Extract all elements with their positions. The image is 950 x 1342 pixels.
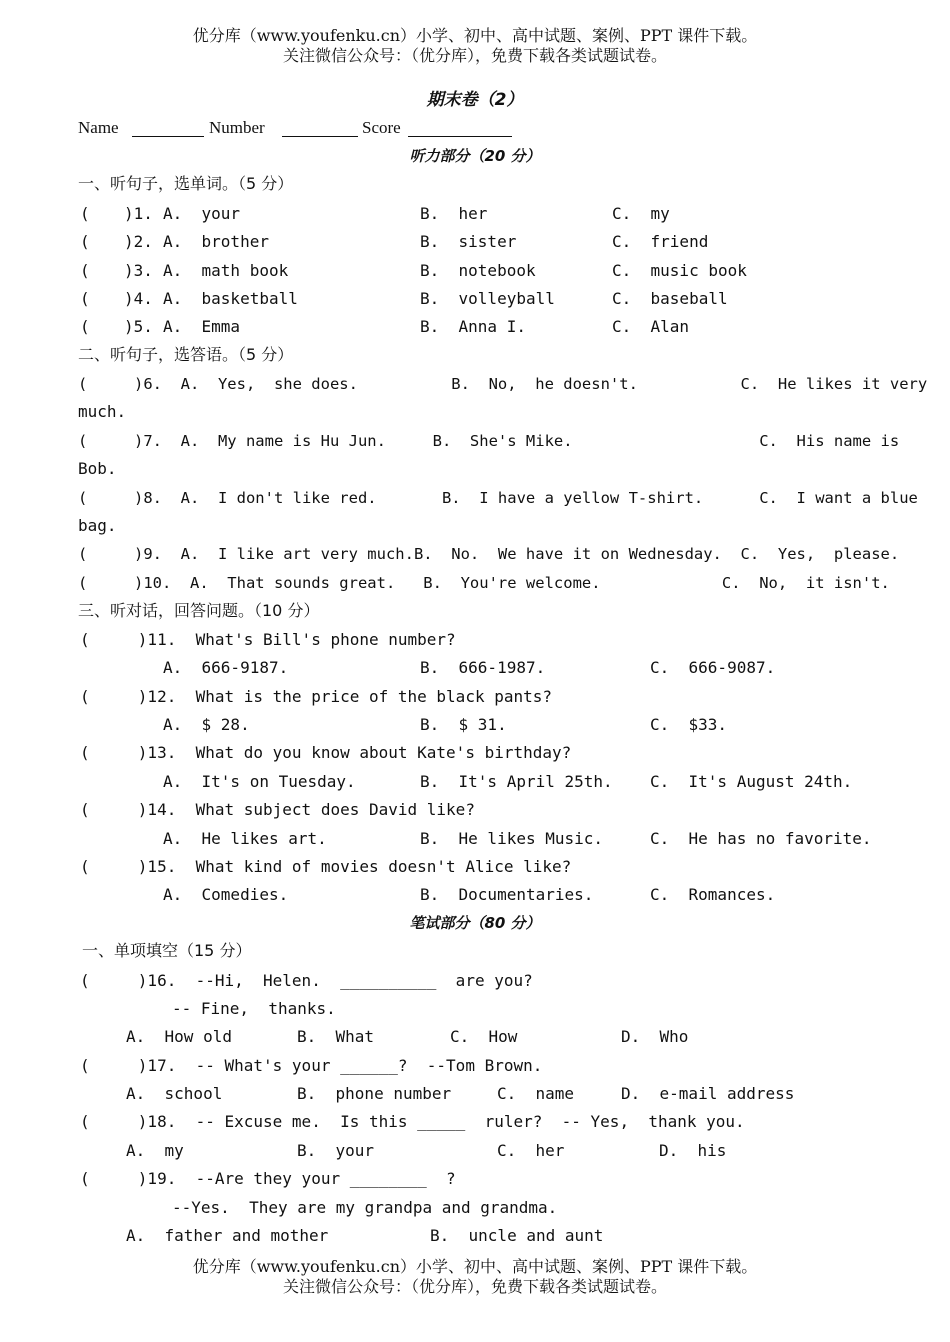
answer-paren[interactable]: ( bbox=[80, 232, 90, 251]
option-a: A. father and mother bbox=[126, 1226, 329, 1245]
option-c: C. $33. bbox=[650, 715, 728, 734]
question-19: ( )19. --Are they your ________ ? bbox=[80, 1169, 456, 1188]
question-16-reply: -- Fine, thanks. bbox=[172, 999, 336, 1018]
option-d: D. his bbox=[659, 1141, 727, 1160]
question-9: ( )9. A. I like art very much.B. No. We have it on Wednesday. C. Yes, please. bbox=[78, 545, 900, 563]
option-b: B. volleyball bbox=[420, 289, 555, 308]
option-a: A. brother bbox=[163, 232, 269, 251]
question-12: ( )12. What is the price of the black pants? bbox=[80, 687, 553, 706]
question-13: ( )13. What do you know about Kate's birthday? bbox=[80, 743, 572, 762]
answer-paren[interactable]: ( bbox=[80, 204, 90, 223]
footer-line-2: 关注微信公众号：（优分库），免费下载各类试题试卷。 bbox=[282, 1277, 667, 1296]
number-label: Number bbox=[209, 118, 265, 137]
question-6: ( )6. A. Yes, she does. B. No, he doesn't. C. He likes it very bbox=[78, 375, 928, 393]
option-c: C. my bbox=[612, 204, 670, 223]
written-part1-heading: 一、单项填空（15 分） bbox=[82, 941, 252, 960]
number-blank[interactable] bbox=[282, 136, 358, 137]
question-8-continued: bag. bbox=[78, 516, 117, 535]
option-b: B. Anna I. bbox=[420, 317, 526, 336]
answer-paren[interactable]: ( bbox=[80, 261, 90, 280]
question-7-continued: Bob. bbox=[78, 459, 117, 478]
option-c: C. Romances. bbox=[650, 885, 776, 904]
written-section-title: 笔试部分（80 分） bbox=[409, 914, 541, 932]
option-c: C. name bbox=[497, 1084, 575, 1103]
option-a: A. It's on Tuesday. bbox=[163, 772, 356, 791]
option-b: B. your bbox=[297, 1141, 375, 1160]
option-a: A. my bbox=[126, 1141, 184, 1160]
question-number: )5. bbox=[124, 317, 153, 336]
listening-part2-heading: 二、听句子，选答语。（5 分） bbox=[78, 345, 294, 364]
question-8: ( )8. A. I don't like red. B. I have a yellow T-shirt. C. I want a blue bbox=[78, 489, 918, 507]
page-title: 期末卷（2） bbox=[426, 90, 524, 110]
question-11: ( )11. What's Bill's phone number? bbox=[80, 630, 456, 649]
option-c: C. friend bbox=[612, 232, 709, 251]
option-c: C. baseball bbox=[612, 289, 728, 308]
option-b: B. uncle and aunt bbox=[430, 1226, 604, 1245]
question-6-continued: much. bbox=[78, 402, 127, 421]
option-b: B. notebook bbox=[420, 261, 536, 280]
option-b: B. Documentaries. bbox=[420, 885, 594, 904]
header-line-2: 关注微信公众号：（优分库），免费下载各类试题试卷。 bbox=[282, 46, 667, 65]
option-c: C. music book bbox=[612, 261, 747, 280]
answer-paren[interactable]: ( bbox=[80, 317, 90, 336]
answer-paren[interactable]: ( bbox=[80, 289, 90, 308]
option-c: C. He has no favorite. bbox=[650, 829, 872, 848]
score-blank[interactable] bbox=[408, 136, 512, 137]
listening-part1-heading: 一、听句子，选单词。（5 分） bbox=[78, 174, 294, 193]
question-18: ( )18. -- Excuse me. Is this _____ ruler? -- Yes, thank you. bbox=[80, 1112, 745, 1131]
option-a: A. 666-9187. bbox=[163, 658, 289, 677]
option-c: C. How bbox=[450, 1027, 518, 1046]
question-14: ( )14. What subject does David like? bbox=[80, 800, 475, 819]
option-a: A. $ 28. bbox=[163, 715, 250, 734]
name-blank[interactable] bbox=[132, 136, 204, 137]
option-b: B. What bbox=[297, 1027, 375, 1046]
option-b: B. He likes Music. bbox=[420, 829, 604, 848]
option-b: B. phone number bbox=[297, 1084, 452, 1103]
option-b: B. It's April 25th. bbox=[420, 772, 613, 791]
question-number: )2. bbox=[124, 232, 153, 251]
question-15: ( )15. What kind of movies doesn't Alice like? bbox=[80, 857, 572, 876]
option-d: D. e-mail address bbox=[621, 1084, 795, 1103]
option-a: A. How old bbox=[126, 1027, 232, 1046]
option-c: C. Alan bbox=[612, 317, 690, 336]
question-number: )1. bbox=[124, 204, 153, 223]
score-label: Score bbox=[362, 118, 401, 137]
question-16: ( )16. --Hi, Helen. __________ are you? bbox=[80, 971, 533, 990]
listening-part3-heading: 三、听对话，回答问题。（10 分） bbox=[78, 601, 320, 620]
option-a: A. school bbox=[126, 1084, 223, 1103]
option-a: A. Comedies. bbox=[163, 885, 289, 904]
question-number: )4. bbox=[124, 289, 153, 308]
question-10: ( )10. A. That sounds great. B. You're welcome. C. No, it isn't. bbox=[78, 574, 890, 592]
option-a: A. He likes art. bbox=[163, 829, 327, 848]
option-c: C. her bbox=[497, 1141, 565, 1160]
header-line-1: 优分库（www.youfenku.cn）小学、初中、高中试题、案例、PPT 课件下载。 bbox=[192, 26, 758, 45]
option-a: A. your bbox=[163, 204, 241, 223]
question-7: ( )7. A. My name is Hu Jun. B. She's Mike. C. His name is bbox=[78, 432, 900, 450]
question-number: )3. bbox=[124, 261, 153, 280]
option-b: B. sister bbox=[420, 232, 517, 251]
footer-line-1: 优分库（www.youfenku.cn）小学、初中、高中试题、案例、PPT 课件下载。 bbox=[192, 1257, 758, 1276]
option-c: C. It's August 24th. bbox=[650, 772, 853, 791]
option-a: A. math book bbox=[163, 261, 289, 280]
option-d: D. Who bbox=[621, 1027, 689, 1046]
question-19-reply: --Yes. They are my grandpa and grandma. bbox=[172, 1198, 558, 1217]
option-b: B. her bbox=[420, 204, 488, 223]
option-c: C. 666-9087. bbox=[650, 658, 776, 677]
option-b: B. 666-1987. bbox=[420, 658, 546, 677]
option-a: A. Emma bbox=[163, 317, 241, 336]
name-label: Name bbox=[78, 118, 119, 137]
option-b: B. $ 31. bbox=[420, 715, 507, 734]
option-a: A. basketball bbox=[163, 289, 298, 308]
question-17: ( )17. -- What's your ______? --Tom Brown. bbox=[80, 1056, 543, 1075]
listening-section-title: 听力部分（20 分） bbox=[409, 147, 541, 165]
